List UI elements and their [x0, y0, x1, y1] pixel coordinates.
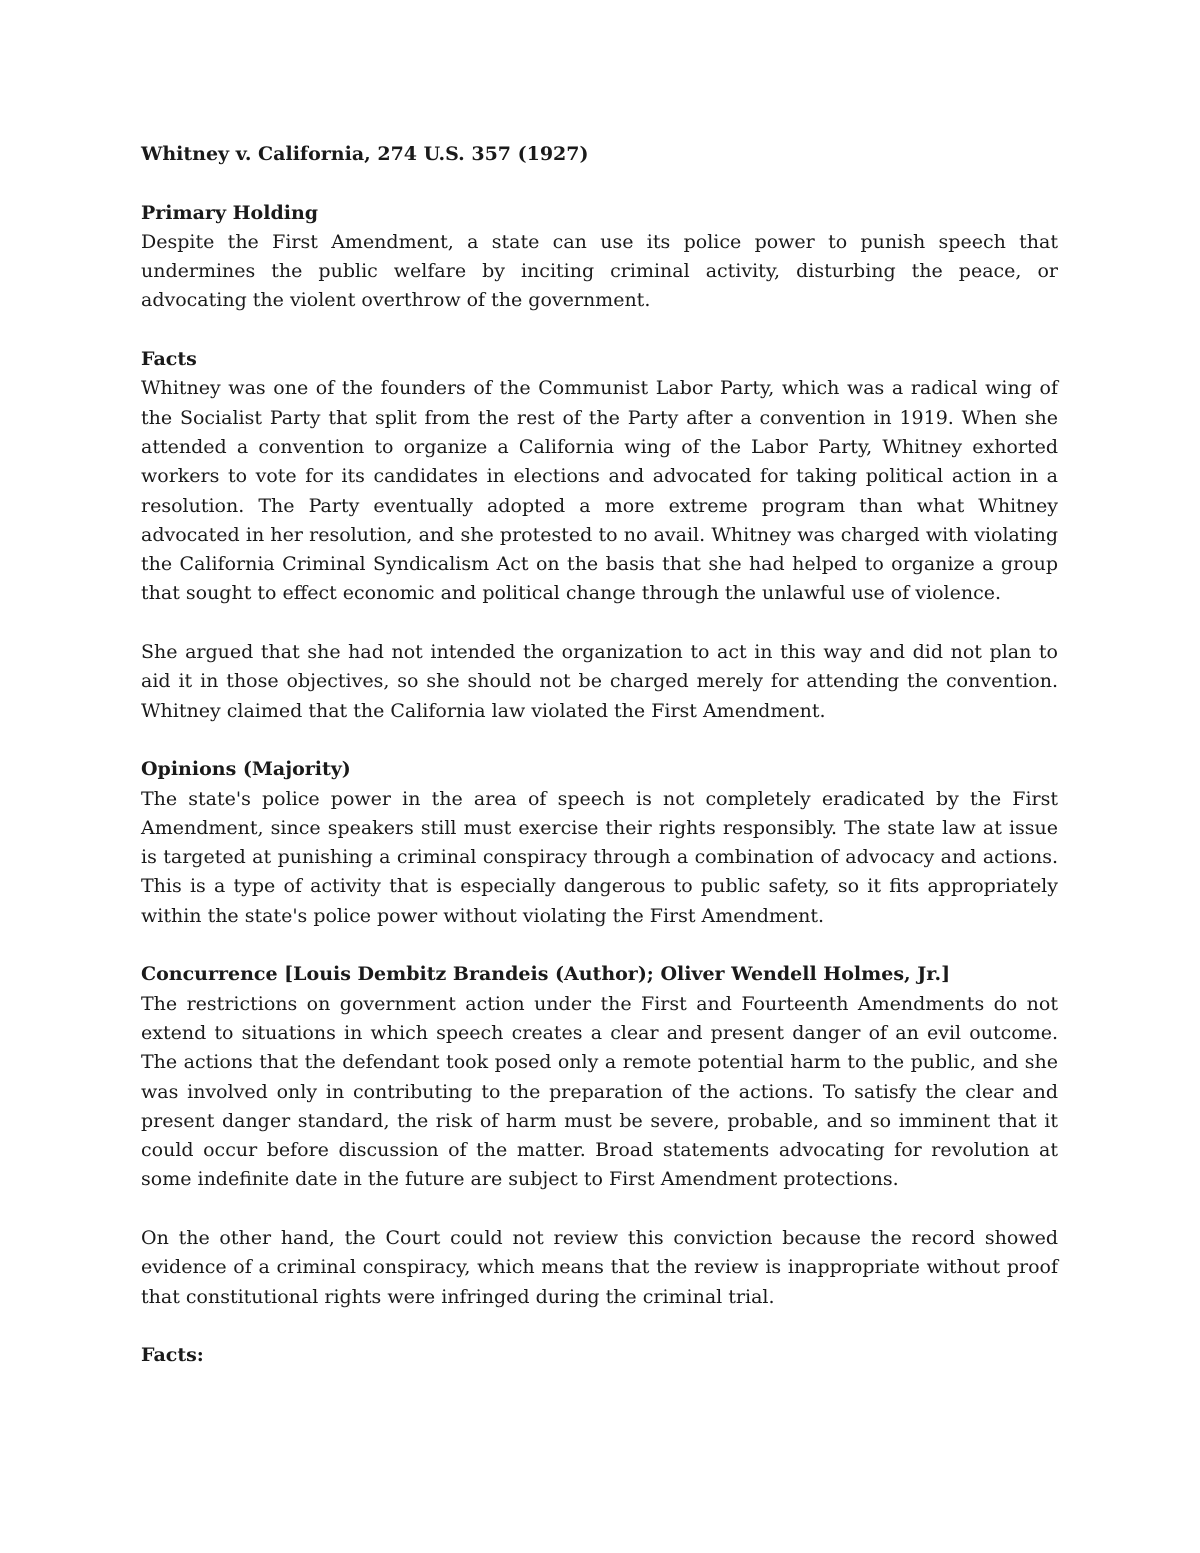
section-paragraph: Whitney was one of the founders of the Communist Labor Party, which was a radical wing of the Socialist Party that split from the rest of the Party after a convention in 1919. When she attended a convention to organize a California wing of the Labor Party, Whitney exhorted workers to vote for its candidates in elections and advocated for taking political action in a resolution. The Party eventually adopted a more extreme program than what Whitney advocated in her resolution, and she protested to no avail. Whitney was charged with violating the California Criminal Syndicalism Act on the basis that she had helped to organize a group that sought to effect economic and political change through the unlawful use of violence. — [141, 377, 1058, 605]
section-facts — [141, 345, 1058, 726]
section-concurrence — [141, 960, 1058, 1312]
section-heading: Facts — [141, 348, 197, 371]
document-title: Whitney v. California, 274 U.S. 357 (1927) — [141, 143, 589, 165]
section-opinions-majority — [141, 755, 1058, 931]
section-paragraph: The state's police power in the area of speech is not completely eradicated by the First Amendment, since speakers still must exercise their rights responsibly. The state law at issue is targeted at punishing a criminal conspiracy through a combination of advocacy and actions. This is a type of activity that is especially dangerous to public safety, so it fits appropriately within the state's police power without violating the First Amendment. — [141, 787, 1058, 927]
section-heading: Primary Holding — [141, 201, 319, 224]
section-heading: Opinions (Majority) — [141, 758, 351, 781]
section-paragraph: The restrictions on government action under the First and Fourteenth Amendments do not extend to situations in which speech creates a clear and present danger of an evil outcome. The actions that the defendant took posed only a remote potential harm to the public, and she was involved only in contributing to the preparation of the actions. To satisfy the clear and present danger standard, the risk of harm must be severe, probable, and so imminent that it could occur before discussion of the matter. Broad statements advocating for revolution at some indefinite date in the future are subject to First Amendment protections. — [141, 992, 1058, 1191]
section-paragraph: She argued that she had not intended the organization to act in this way and did not plan to aid it in those objectives, so she should not be charged merely for attending the convention. Whitney claimed that the California law violated the First Amendment. — [141, 641, 1058, 722]
section-heading: Concurrence [Louis Dembitz Brandeis (Author); Oliver Wendell Holmes, Jr.] — [141, 963, 951, 986]
section-paragraph: On the other hand, the Court could not review this conviction because the record showed evidence of a criminal conspiracy, which means that the review is inappropriate without proof that constitutional rights were infringed during the criminal trial. — [141, 1226, 1058, 1308]
section-primary-holding — [141, 199, 1058, 316]
document-page — [141, 140, 1058, 1370]
section-paragraph: Despite the First Amendment, a state can use its police power to punish speech that undermines the public welfare by inciting criminal activity, disturbing the peace, or advocating the violent overthrow of the government. — [141, 230, 1058, 312]
trailing-facts-heading: Facts: — [141, 1344, 204, 1367]
